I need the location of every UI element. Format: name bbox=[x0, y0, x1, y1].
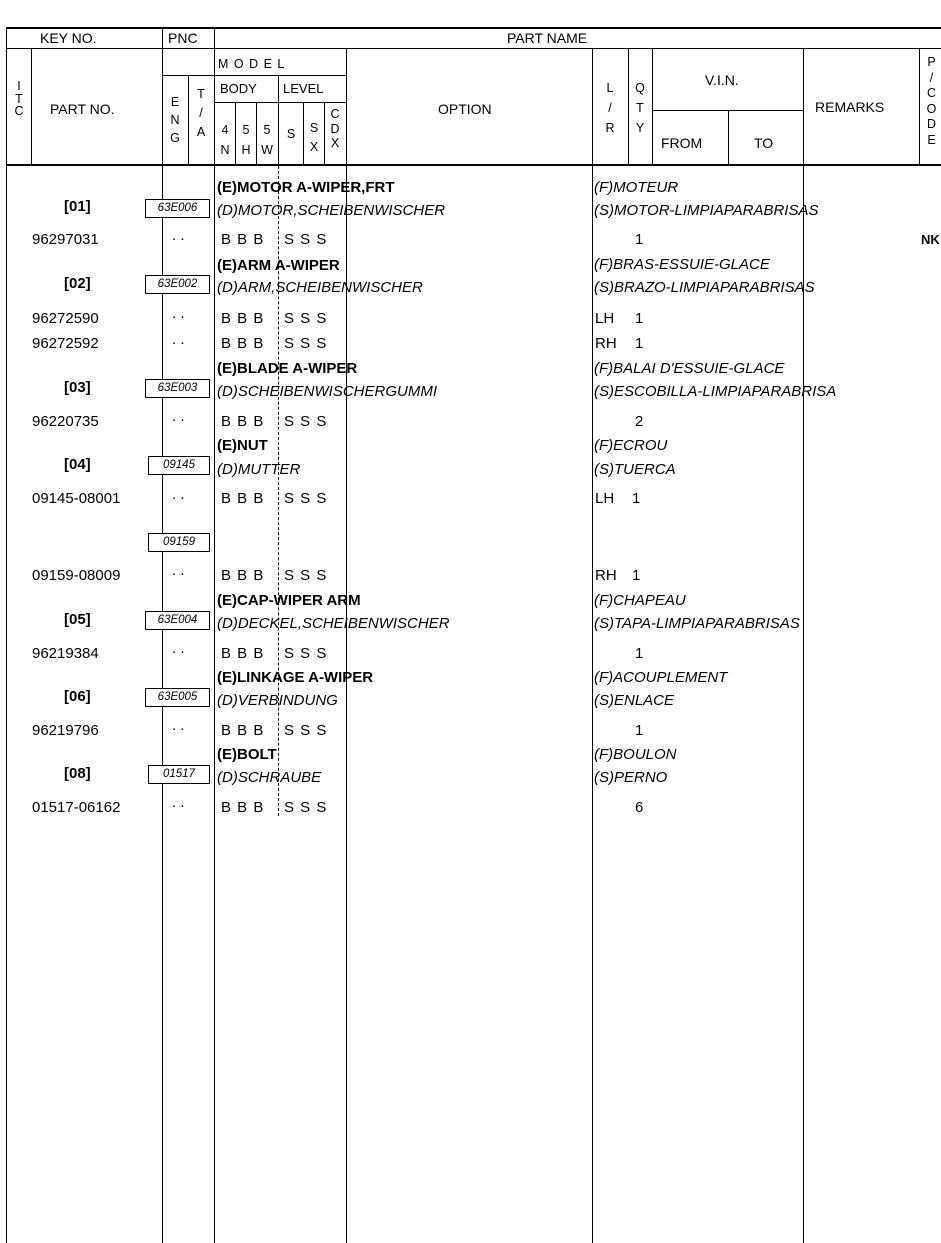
pnc-code-box: 63E002 bbox=[145, 275, 210, 294]
group-name-s: (S)BRAZO-LIMPIAPARABRISAS bbox=[594, 279, 815, 296]
header-level-cdx: C D X bbox=[330, 107, 340, 150]
part-lr: LH bbox=[595, 490, 615, 507]
header-qty: Q T Y bbox=[635, 81, 645, 135]
vline-qty-vin bbox=[652, 49, 653, 165]
pnc-code-box: 63E004 bbox=[145, 611, 210, 630]
part-dots: . . bbox=[172, 794, 185, 811]
pnc-code-box: 09145 bbox=[148, 456, 210, 475]
part-number: 96272590 bbox=[32, 310, 99, 327]
part-number: 96272592 bbox=[32, 335, 99, 352]
part-level: S S S bbox=[284, 413, 328, 430]
part-body: B B B bbox=[221, 567, 265, 584]
part-level: S S S bbox=[284, 645, 328, 662]
group-key: [06] bbox=[64, 688, 91, 705]
part-dots: . . bbox=[172, 562, 185, 579]
vline-lr-left bbox=[592, 49, 593, 1243]
header-key-no: KEY NO. bbox=[40, 30, 97, 46]
vline-level-left bbox=[278, 76, 279, 165]
header-level-s: S bbox=[286, 127, 296, 141]
header-vin: V.I.N. bbox=[705, 72, 739, 88]
part-lr: RH bbox=[595, 335, 617, 352]
header-vin-from: FROM bbox=[661, 135, 703, 151]
part-body: B B B bbox=[221, 335, 265, 352]
table-header-bottom-border bbox=[6, 164, 941, 166]
part-number: 96219796 bbox=[32, 722, 99, 739]
vline-body-left bbox=[214, 27, 215, 1243]
part-number: 01517-06162 bbox=[32, 799, 121, 816]
header-pnc: PNC bbox=[168, 30, 198, 46]
pnc-code-box: 63E005 bbox=[145, 688, 210, 707]
part-body: B B B bbox=[221, 490, 265, 507]
group-name-e: (E)BOLT bbox=[217, 746, 277, 763]
vline-lr-qty bbox=[628, 49, 629, 165]
part-level: S S S bbox=[284, 722, 328, 739]
group-name-s: (S)TAPA-LIMPIAPARABRISAS bbox=[594, 615, 800, 632]
group-name-d: (D)DECKEL,SCHEIBENWISCHER bbox=[217, 615, 450, 632]
group-name-f: (F)BOULON bbox=[594, 746, 677, 763]
group-name-e: (E)CAP-WIPER ARM bbox=[217, 592, 361, 609]
vline-option-left bbox=[346, 49, 347, 1243]
group-name-s: (S)ESCOBILLA-LIMPIAPARABRISA bbox=[594, 383, 837, 400]
part-level: S S S bbox=[284, 567, 328, 584]
part-qty: 6 bbox=[635, 799, 644, 816]
body-level-divider bbox=[214, 102, 346, 103]
group-name-e: (E)BLADE A-WIPER bbox=[217, 360, 358, 377]
part-body: B B B bbox=[221, 310, 265, 327]
header-itc: I T C bbox=[14, 79, 24, 118]
group-name-e: (E)ARM A-WIPER bbox=[217, 257, 340, 274]
pnc-code-box: 63E003 bbox=[145, 379, 210, 398]
pnc-code-box: 01517 bbox=[148, 765, 210, 784]
header-part-no: PART NO. bbox=[50, 101, 115, 117]
header-model: M O D E L bbox=[218, 57, 286, 71]
part-qty: 1 bbox=[635, 335, 644, 352]
header-eng: E N G bbox=[170, 95, 180, 145]
group-name-s: (S)PERNO bbox=[594, 769, 668, 786]
part-body: B B B bbox=[221, 413, 265, 430]
group-key: [03] bbox=[64, 379, 91, 396]
vline-eng-ta bbox=[188, 76, 189, 165]
group-name-d: (D)SCHEIBENWISCHERGUMMI bbox=[217, 383, 437, 400]
header-body-4n: 4 N bbox=[220, 123, 230, 157]
table-top-border bbox=[6, 27, 941, 29]
part-body: B B B bbox=[221, 231, 265, 248]
part-qty: 1 bbox=[635, 722, 644, 739]
header-body-5w: 5 W bbox=[261, 123, 273, 157]
part-body: B B B bbox=[221, 799, 265, 816]
group-key: [02] bbox=[64, 275, 91, 292]
group-key: [08] bbox=[64, 765, 91, 782]
header-level: LEVEL bbox=[283, 81, 324, 96]
part-lr: LH bbox=[595, 310, 615, 327]
part-number: 09159-08009 bbox=[32, 567, 121, 584]
part-number: 96220735 bbox=[32, 413, 99, 430]
header-pcode: P / C O D E bbox=[926, 55, 937, 147]
group-name-e: (E)LINKAGE A-WIPER bbox=[217, 669, 374, 686]
part-number: 96219384 bbox=[32, 645, 99, 662]
part-qty: 1 bbox=[632, 567, 641, 584]
group-key: [01] bbox=[64, 198, 91, 215]
part-level: S S S bbox=[284, 231, 328, 248]
pnc-code-box: 63E006 bbox=[145, 199, 210, 218]
header-body-5h: 5 H bbox=[241, 123, 251, 157]
part-level: S S S bbox=[284, 310, 328, 327]
header-option: OPTION bbox=[438, 101, 492, 117]
group-name-f: (F)CHAPEAU bbox=[594, 592, 686, 609]
group-name-f: (F)ECROU bbox=[594, 437, 668, 454]
group-name-s: (S)ENLACE bbox=[594, 692, 675, 709]
part-level: S S S bbox=[284, 799, 328, 816]
group-name-e: (E)NUT bbox=[217, 437, 268, 454]
header-lr: L / R bbox=[605, 81, 615, 135]
part-body: B B B bbox=[221, 722, 265, 739]
group-key: [04] bbox=[64, 456, 91, 473]
model-divider bbox=[162, 75, 346, 76]
part-qty: 1 bbox=[632, 490, 641, 507]
group-name-f: (F)BALAI D'ESSUIE-GLACE bbox=[594, 360, 785, 377]
part-qty: 1 bbox=[635, 645, 644, 662]
part-lr: RH bbox=[595, 567, 617, 584]
part-dots: . . bbox=[172, 227, 185, 244]
header-remarks: REMARKS bbox=[815, 99, 885, 115]
group-name-d: (D)MOTOR,SCHEIBENWISCHER bbox=[217, 202, 446, 219]
part-qty: 2 bbox=[635, 413, 644, 430]
header-level-sx: S X bbox=[309, 121, 319, 154]
header-part-name: PART NAME bbox=[507, 30, 588, 46]
group-name-d: (D)VERBINDUNG bbox=[217, 692, 338, 709]
header-vin-to: TO bbox=[754, 135, 774, 151]
group-name-f: (F)BRAS-ESSUIE-GLACE bbox=[594, 256, 770, 273]
part-number: 96297031 bbox=[32, 231, 99, 248]
header-ta: T / A bbox=[196, 87, 206, 139]
group-name-f: (F)MOTEUR bbox=[594, 179, 679, 196]
group-name-s: (S)MOTOR-LIMPIAPARABRISAS bbox=[594, 202, 819, 219]
part-number: 09145-08001 bbox=[32, 490, 121, 507]
group-name-s: (S)TUERCA bbox=[594, 461, 676, 478]
vline-from-to bbox=[728, 111, 729, 165]
table-left-border bbox=[6, 27, 7, 1243]
part-level: S S S bbox=[284, 335, 328, 352]
header-body: BODY bbox=[220, 81, 257, 96]
group-name-f: (F)ACOUPLEMENT bbox=[594, 669, 728, 686]
group-name-e: (E)MOTOR A-WIPER,FRT bbox=[217, 179, 395, 196]
part-body: B B B bbox=[221, 645, 265, 662]
pnc-code-box: 09159 bbox=[148, 533, 210, 552]
part-qty: 1 bbox=[635, 231, 644, 248]
vline-remarks-left bbox=[803, 49, 804, 1243]
group-name-d: (D)MUTTER bbox=[217, 461, 301, 478]
part-dots: . . bbox=[172, 717, 185, 734]
vline-pcode bbox=[919, 49, 920, 165]
part-dots: . . bbox=[172, 331, 185, 348]
vline-itc bbox=[31, 49, 32, 165]
part-dots: . . bbox=[172, 408, 185, 425]
part-pcode: NK bbox=[921, 232, 940, 247]
group-key: [05] bbox=[64, 611, 91, 628]
group-name-d: (D)SCHRAUBE bbox=[217, 769, 322, 786]
part-qty: 1 bbox=[635, 310, 644, 327]
part-dots: . . bbox=[172, 640, 185, 657]
part-dots: . . bbox=[172, 486, 185, 503]
header-row1-divider bbox=[6, 48, 941, 49]
group-name-d: (D)ARM,SCHEIBENWISCHER bbox=[217, 279, 423, 296]
part-dots: . . bbox=[172, 305, 185, 322]
part-level: S S S bbox=[284, 490, 328, 507]
